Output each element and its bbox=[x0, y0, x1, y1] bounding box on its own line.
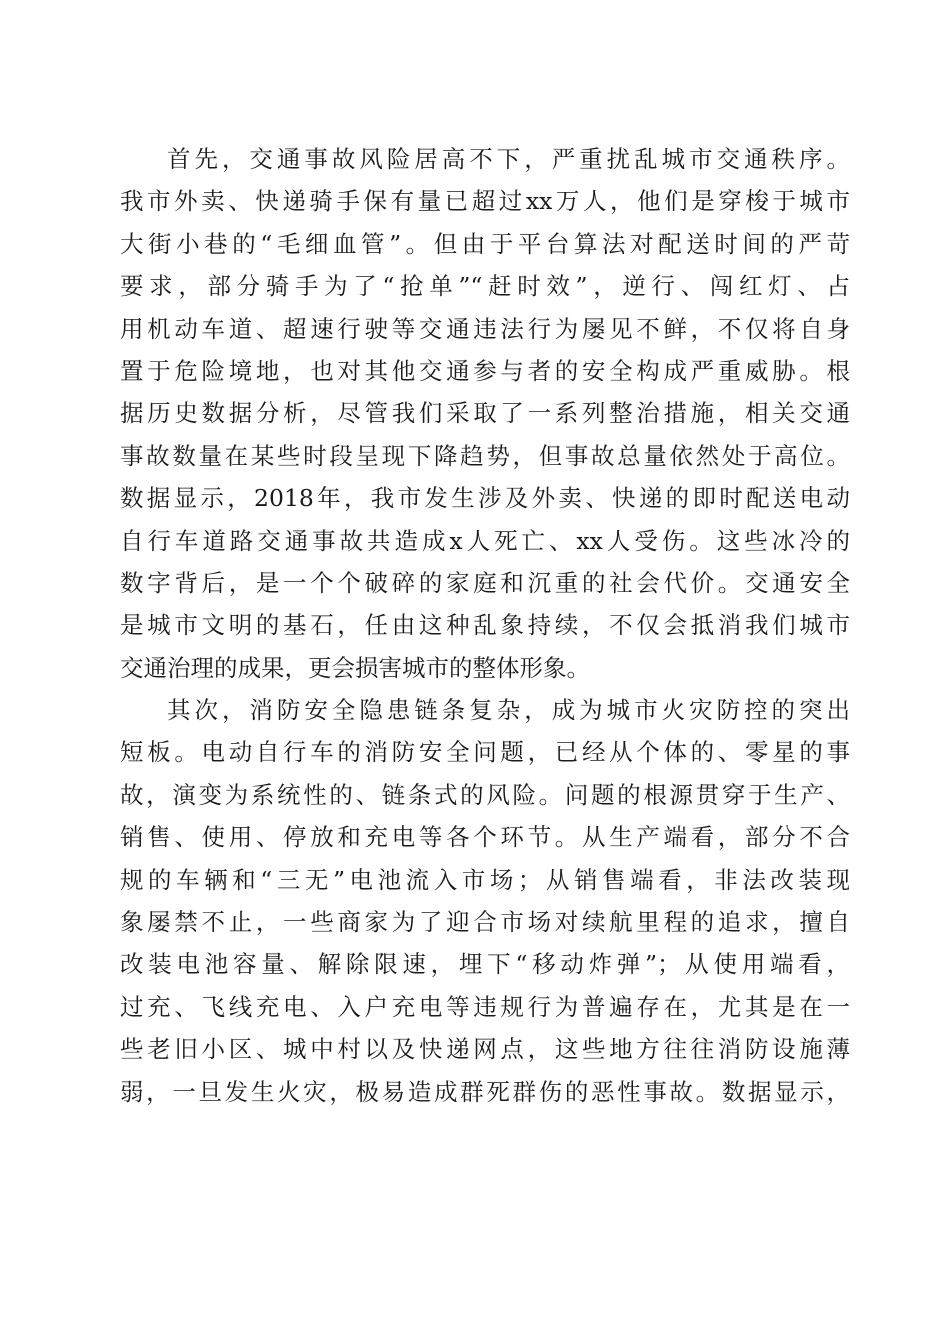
paragraph-2-line-3: 故，演变为系统性的、链条式的风险。问题的根源贯穿于生产、 bbox=[120, 780, 850, 809]
paragraph-1-line-8: 事故数量在某些时段呈现下降趋势，但事故总量依然处于高位。 bbox=[120, 441, 850, 470]
paragraph-1-line-13: 交通治理的成果，更会损害城市的整体形象。 bbox=[120, 653, 590, 682]
paragraph-2-line-10: 弱，一旦发生火灾，极易造成群死群伤的恶性事故。数据显示， bbox=[120, 1077, 850, 1106]
paragraph-2-line-7: 改装电池容量、解除限速，埋下“移动炸弹”；从使用端看， bbox=[120, 950, 850, 979]
paragraph-2-line-6: 象屡禁不止，一些商家为了迎合市场对续航里程的追求，擅自 bbox=[120, 908, 850, 937]
paragraph-1-line-11: 数字背后，是一个个破碎的家庭和沉重的社会代价。交通安全 bbox=[120, 568, 850, 597]
paragraph-1-line-2: 我市外卖、快递骑手保有量已超过xx万人，他们是穿梭于城市 bbox=[120, 187, 850, 216]
paragraph-2-line-5: 规的车辆和“三无”电池流入市场；从销售端看，非法改装现 bbox=[120, 865, 850, 894]
paragraph-1-line-10: 自行车道路交通事故共造成x人死亡、xx人受伤。这些冰冷的 bbox=[120, 526, 850, 555]
body-text bbox=[120, 138, 850, 1113]
paragraph-1-line-6: 置于危险境地，也对其他交通参与者的安全构成严重威胁。根 bbox=[120, 356, 850, 385]
paragraph-2-line-4: 销售、使用、停放和充电等各个环节。从生产端看，部分不合 bbox=[120, 823, 850, 852]
paragraph-2-line-9: 些老旧小区、城中村以及快递网点，这些地方往往消防设施薄 bbox=[120, 1035, 850, 1064]
paragraph-2-line-2: 短板。电动自行车的消防安全问题，已经从个体的、零星的事 bbox=[120, 738, 850, 767]
paragraph-1-line-9: 数据显示，2018年，我市发生涉及外卖、快递的即时配送电动 bbox=[120, 484, 850, 513]
paragraph-1-line-12: 是城市文明的基石，任由这种乱象持续，不仅会抵消我们城市 bbox=[120, 611, 850, 640]
paragraph-1-line-4: 要求，部分骑手为了“抢单”“赶时效”，逆行、闯红灯、占 bbox=[120, 272, 850, 301]
paragraph-1-line-1: 首先，交通事故风险居高不下，严重扰乱城市交通秩序。 bbox=[167, 145, 850, 173]
paragraph-1-line-7: 据历史数据分析，尽管我们采取了一系列整治措施，相关交通 bbox=[120, 399, 850, 428]
paragraph-1-line-5: 用机动车道、超速行驶等交通违法行为屡见不鲜，不仅将自身 bbox=[120, 314, 850, 343]
paragraph-1-line-3: 大街小巷的“毛细血管”。但由于平台算法对配送时间的严苛 bbox=[120, 229, 850, 258]
paragraph-2-line-1: 其次，消防安全隐患链条复杂，成为城市火灾防控的突出 bbox=[167, 696, 850, 725]
paragraph-2-line-8: 过充、飞线充电、入户充电等违规行为普遍存在，尤其是在一 bbox=[120, 992, 850, 1021]
